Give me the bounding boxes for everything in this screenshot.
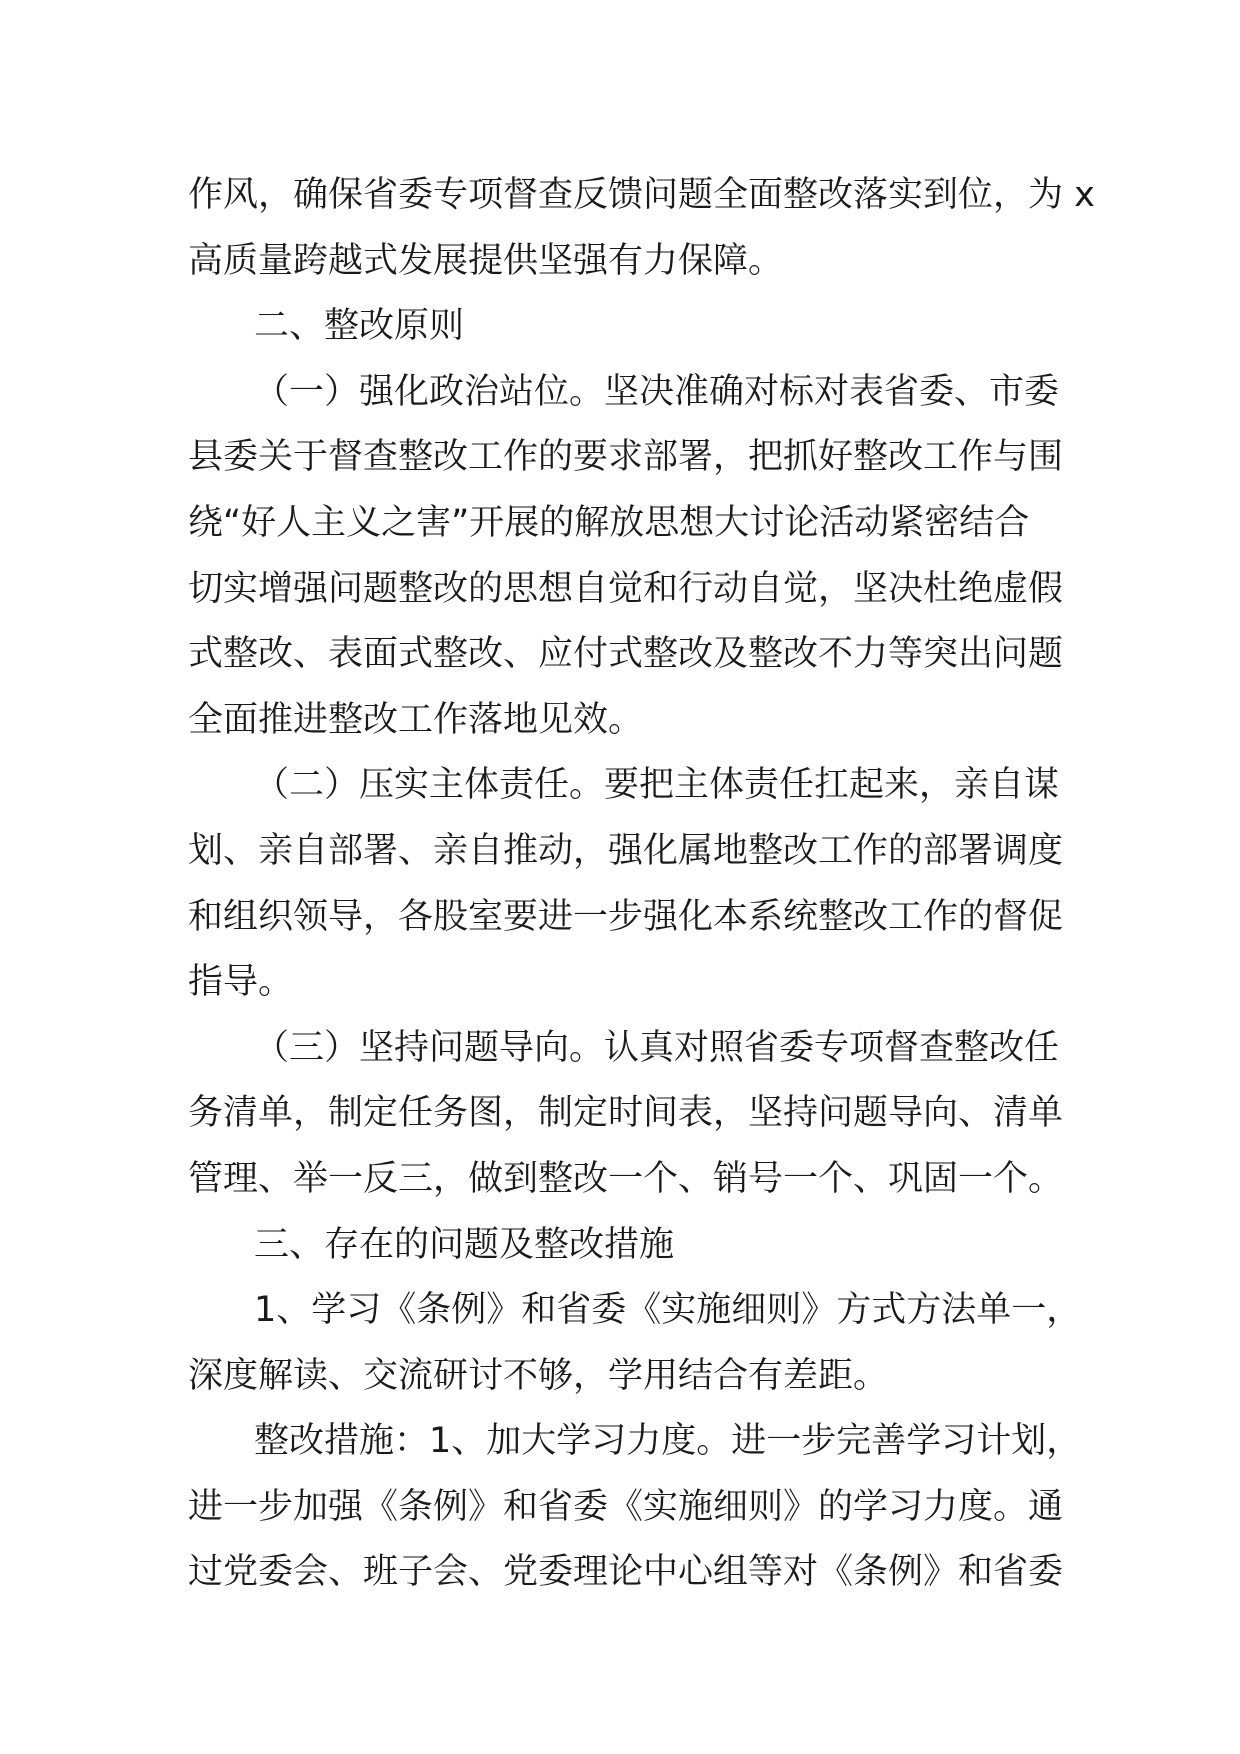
text-line: 进一步加强《条例》和省委《实施细则》的学习力度。通 <box>188 1486 1064 1527</box>
text-line: 高质量跨越式发展提供坚强有力保障。 <box>188 240 784 281</box>
text-line: 务清单，制定任务图，制定时间表，坚持问题导向、清单 <box>188 1093 1064 1134</box>
text-line: 指导。 <box>188 962 294 1003</box>
text-line: 式整改、表面式整改、应付式整改及整改不力等突出问题 <box>188 634 1064 675</box>
problem-item: 1、学习《条例》和省委《实施细则》方式方法单一， <box>254 1290 1082 1331</box>
text-line: 绕“好人主义之害”开展的解放思想大讨论活动紧密结合 <box>188 502 1030 543</box>
text-line: 划、亲自部署、亲自推动，强化属地整改工作的部署调度 <box>188 830 1064 871</box>
text-line: 县委关于督查整改工作的要求部署，把抓好整改工作与围 <box>188 437 1064 478</box>
text-line: 作风，确保省委专项督查反馈问题全面整改落实到位，为 x <box>188 175 1095 215</box>
text-line: 全面推进整改工作落地见效。 <box>188 699 644 740</box>
section-heading: 三、存在的问题及整改措施 <box>254 1224 675 1265</box>
text-line: 过党委会、班子会、党委理论中心组等对《条例》和省委 <box>188 1552 1064 1593</box>
subsection-heading: （三）坚持问题导向。认真对照省委专项督查整改任 <box>254 1027 1060 1068</box>
text-line: 切实增强问题整改的思想自觉和行动自觉，坚决杜绝虚假 <box>188 568 1064 609</box>
text-line: 管理、举一反三，做到整改一个、销号一个、巩固一个。 <box>188 1158 1064 1199</box>
text-line: 深度解读、交流研讨不够，学用结合有差距。 <box>188 1355 889 1396</box>
measure-item: 整改措施：1、加大学习力度。进一步完善学习计划， <box>254 1421 1082 1462</box>
section-heading: 二、整改原则 <box>254 306 465 347</box>
document-body <box>188 163 1095 1606</box>
subsection-heading: （二）压实主体责任。要把主体责任扛起来，亲自谋 <box>254 765 1060 806</box>
subsection-heading: （一）强化政治站位。坚决准确对标对表省委、市委 <box>254 371 1060 412</box>
text-line: 和组织领导，各股室要进一步强化本系统整改工作的督促 <box>188 896 1064 937</box>
